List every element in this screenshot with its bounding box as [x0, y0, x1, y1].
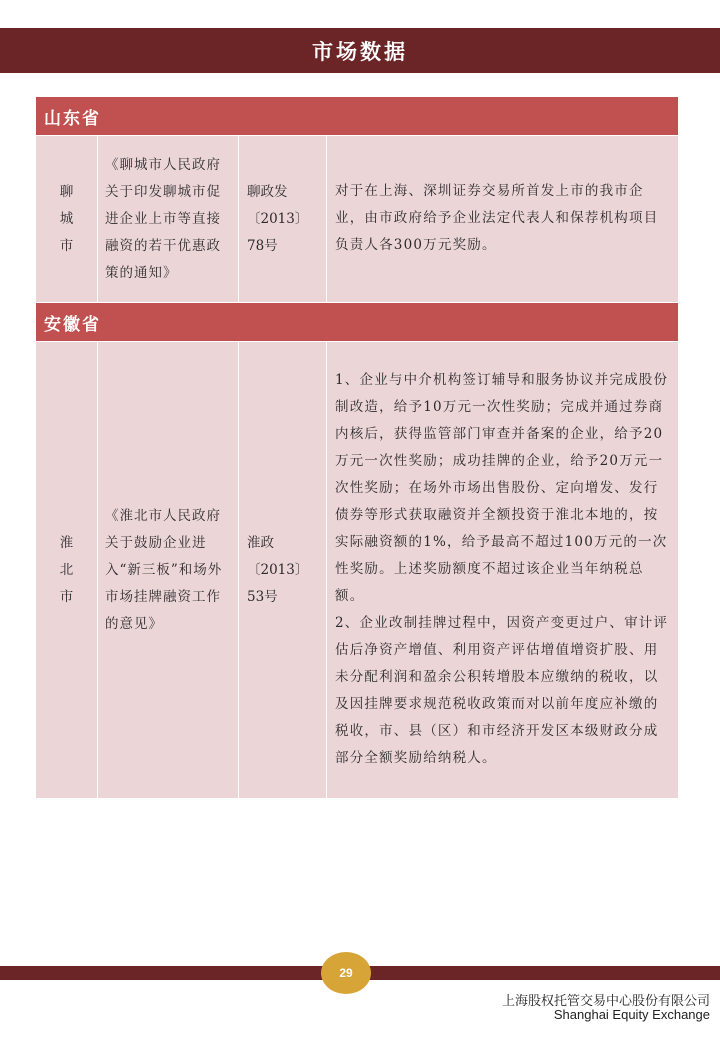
page-number: 29 — [339, 966, 353, 980]
section-header-shandong — [36, 97, 679, 136]
document-cell: 《淮北市人民政府关于鼓励企业进入“新三板”和场外市场挂牌融资工作的意见》 — [98, 342, 239, 799]
document-cell: 《聊城市人民政府关于印发聊城市促进企业上市等直接融资的若干优惠政策的通知》 — [98, 136, 239, 303]
city-cell: 聊 城 市 — [36, 136, 98, 303]
section-title: 山东省 — [36, 97, 679, 136]
page-title: 市场数据 — [312, 38, 408, 64]
header-band — [0, 28, 720, 73]
section-header-anhui — [36, 303, 679, 342]
city-cell: 淮 北 市 — [36, 342, 98, 799]
page-number-badge — [321, 952, 371, 994]
organization-name-en: Shanghai Equity Exchange — [553, 1007, 710, 1022]
table-row — [36, 136, 679, 303]
content-cell: 1、企业与中介机构签订辅导和服务协议并完成股份制改造，给予10万元一次性奖励；完成并通过券商内核后，获得监管部门审查并备案的企业，给予20万元一次性奖励；成功挂牌的企业，给予20万元一次性奖励；在场外市场出售股份、定向增发、发行债券等形式获取融资并全额投资于淮北本地的，按实际融资额的1%，给予最高不超过100万元的一次性奖励。上述奖励额度不超过该企业当年纳税总额。 2、企业改制挂牌过程中，因资产变更过户、审计评估后净资产增值、利用资产评估增值增资扩股、用未分配利润和盈余公积转增股本应缴纳的税收，以及因挂牌要求规范税收政策而对以前年度应补缴的税收，市、县（区）和市经济开发区本级财政分成部分全额奖励给纳税人。 — [327, 342, 679, 799]
organization-name-cn: 上海股权托管交易中心股份有限公司 — [501, 994, 710, 1009]
document-number-cell: 聊政发 〔2013〕 78号 — [239, 136, 327, 303]
section-title: 安徽省 — [36, 303, 679, 342]
table-row — [36, 342, 679, 799]
content-cell: 对于在上海、深圳证券交易所首发上市的我市企业，由市政府给予企业法定代表人和保荐机构项目负责人各300万元奖励。 — [327, 136, 679, 303]
document-number-cell: 淮政 〔2013〕 53号 — [239, 342, 327, 799]
policy-table — [35, 96, 679, 799]
